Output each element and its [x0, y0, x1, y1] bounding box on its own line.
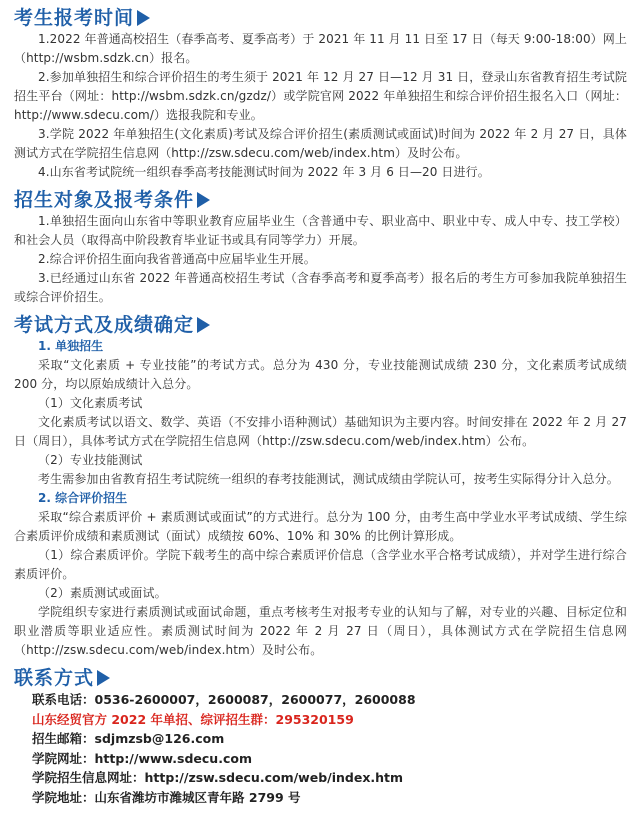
paragraph: （2）专业技能测试: [38, 453, 143, 467]
contact-address: [32, 788, 627, 808]
subsection-title: 1. 单独招生: [38, 339, 104, 353]
paragraph: 1.2022 年普通高校招生（春季高考、夏季高考）于 2021 年 11 月 11 日至 17 日（每天 9:00-18:00）网上（http://wsbm.sdzk.cn）报名。: [14, 32, 627, 65]
paragraph: 3.已经通过山东省 2022 年普通高校招生考试（含春季高考和夏季高考）报名后的考生方可参加我院单独招生或综合评价招生。: [14, 271, 627, 304]
paragraph: （2）素质测试或面试。: [38, 586, 167, 600]
subsection-title: 2. 综合评价招生: [38, 491, 128, 505]
triangle-arrow-icon: [97, 670, 110, 686]
section-title-text: 招生对象及报考条件: [14, 189, 195, 211]
paragraph: 3.学院 2022 年单独招生(文化素质)考试及综合评价招生(素质测试或面试)时间为 2022 年 2 月 27 日，具体测试方式在学院招生信息网（http://zsw.sdecu.com/web/index.htm）及时公布。: [14, 127, 627, 160]
label: 招生邮箱：: [32, 731, 95, 746]
section-contact: [14, 666, 627, 807]
contact-phone: [32, 690, 627, 710]
section-title: [14, 188, 627, 212]
phone-value: 0536-2600007，2600087，2600077，2600088: [94, 692, 416, 707]
paragraph: 采取“文化素质 + 专业技能”的考试方式。总分为 430 分，专业技能测试成绩 230 分，文化素质考试成绩 200 分，均以原始成绩计入总分。: [14, 358, 627, 391]
paragraph: （1）综合素质评价。学院下载考生的高中综合素质评价信息（含学业水平合格考试成绩），并对学生进行综合素质评价。: [14, 548, 627, 581]
info-site-link[interactable]: http://zsw.sdecu.com/web/index.htm: [144, 770, 404, 785]
paragraph: 采取“综合素质评价 + 素质测试或面试”的方式进行。总分为 100 分，由考生高中学业水平考试成绩、学生综合素质评价成绩和素质测试（面试）成绩按 60%、10% 和 30% 的比例计算形成。: [14, 510, 627, 543]
label: 学院招生信息网址：: [32, 770, 145, 785]
section-registration-time: [14, 6, 627, 182]
section-title: [14, 6, 627, 30]
label: 学院地址：: [32, 789, 95, 805]
paragraph: （1）文化素质考试: [38, 396, 143, 410]
paragraph: 4.山东省考试院统一组织春季高考技能测试时间为 2022 年 3 月 6 日—20 日进行。: [38, 165, 490, 179]
triangle-arrow-icon: [197, 317, 210, 333]
contact-list: [14, 690, 627, 807]
paragraph: 学院组织专家进行素质测试或面试命题，重点考核考生对报考专业的认知与了解，对专业的兴趣、目标定位和职业潜质等职业适应性。素质测试时间为 2022 年 2 月 27 日（周日），具体测试方式在学院招生信息网（http://zsw.sdecu.com/web/index.htm）及时公布。: [14, 605, 627, 657]
section-target-conditions: [14, 188, 627, 307]
section-exam-method: [14, 313, 627, 660]
contact-qq-group: 山东经贸官方 2022 年单招、综评招生群：295320159: [32, 711, 354, 727]
paragraph: 2.综合评价招生面向我省普通高中应届毕业生开展。: [38, 252, 316, 266]
paragraph: 1.单独招生面向山东省中等职业教育应届毕业生（含普通中专、职业高中、职业中专、成人中专、技工学校）和社会人员（取得高中阶段教育毕业证书或具有同等学力）开展。: [14, 214, 627, 247]
section-title-text: 考试方式及成绩确定: [14, 314, 195, 336]
contact-email: [32, 729, 627, 749]
site-link[interactable]: http://www.sdecu.com: [94, 750, 252, 766]
label: 学院网址：: [32, 750, 95, 766]
contact-site: [32, 749, 627, 769]
paragraph: 2.参加单独招生和综合评价招生的考生须于 2021 年 12 月 27 日—12 月 31 日，登录山东省教育招生考试院招生平台（网址：http://wsbm.sdzk.cn/gzdz/）或学院官网 2022 年单独招生和综合评价招生报名入口（网址：http://www.sdecu.com/）选报我院和专业。: [14, 70, 627, 122]
paragraph: 考生需参加由省教育招生考试院统一组织的春考技能测试，测试成绩由学院认可，按考生实际得分计入总分。: [38, 472, 619, 486]
section-title-text: 考生报考时间: [14, 7, 135, 29]
paragraph: 文化素质考试以语文、数学、英语（不安排小语种测试）基础知识为主要内容。时间安排在 2022 年 2 月 27 日（周日），具体考试方式在学院招生信息网（http://zsw.sdecu.com/web/index.htm）公布。: [14, 415, 627, 448]
email-link[interactable]: sdjmzsb@126.com: [94, 731, 225, 746]
triangle-arrow-icon: [137, 10, 150, 26]
contact-info-site: [32, 768, 627, 788]
section-title-text: 联系方式: [14, 667, 95, 689]
label: 联系电话：: [32, 692, 95, 707]
triangle-arrow-icon: [197, 192, 210, 208]
section-title: [14, 666, 627, 690]
section-title: [14, 313, 627, 337]
address-value: 山东省潍坊市潍城区青年路 2799 号: [94, 789, 301, 805]
